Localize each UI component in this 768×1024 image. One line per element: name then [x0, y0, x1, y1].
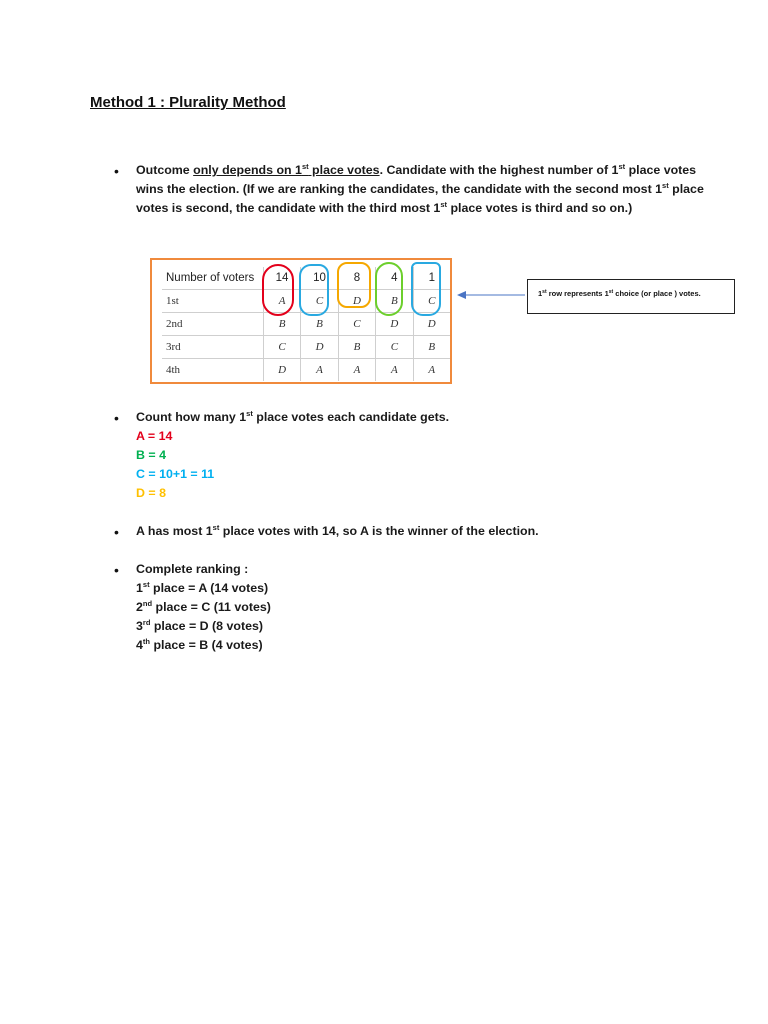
text-run: place votes is third and so on.)	[447, 201, 633, 215]
superscript: st	[142, 580, 150, 589]
text-run: place votes	[308, 163, 380, 177]
ranking-title: Complete ranking :	[136, 562, 249, 576]
table-cell: A	[263, 290, 300, 313]
superscript: st	[301, 162, 309, 171]
table-cell: C	[413, 290, 450, 313]
text-run: choice (or place ) votes.	[613, 289, 701, 298]
text-run: . Candidate with the highest number of 1	[379, 163, 619, 177]
superscript: rd	[142, 618, 151, 627]
text-run: 3	[136, 619, 143, 633]
ranking-item	[136, 617, 706, 636]
superscript: st	[542, 289, 547, 295]
table-header-label: Number of voters	[162, 267, 263, 290]
superscript: st	[618, 162, 626, 171]
table-cell: D	[413, 313, 450, 336]
text-run: place = A (14 votes)	[149, 581, 269, 595]
highlight-ring-d	[337, 262, 371, 308]
table-row	[162, 336, 450, 359]
superscript: st	[440, 200, 447, 209]
ranking-item	[136, 598, 706, 617]
table-row	[162, 359, 450, 382]
table-cell: D	[263, 359, 300, 382]
ranking-item	[136, 636, 706, 655]
table-cell: B	[376, 290, 413, 313]
preference-table-frame	[150, 258, 452, 384]
table-cell: B	[338, 336, 375, 359]
superscript: st	[212, 523, 220, 532]
page-heading: Method 1 : Plurality Method	[90, 94, 286, 111]
bullet-marker: •	[114, 524, 119, 540]
bullet-marker: •	[114, 562, 119, 578]
rank-label: 2nd	[162, 313, 263, 336]
table-cell: C	[376, 336, 413, 359]
table-cell: C	[301, 290, 338, 313]
tally-a: A = 14	[136, 429, 173, 443]
underlined-phrase	[193, 163, 379, 177]
text-run: Outcome	[136, 163, 194, 177]
bullet-ranking	[136, 560, 706, 655]
table-cell: A	[413, 359, 450, 382]
text-run: place votes	[625, 163, 697, 177]
voter-count-cell: 4	[376, 267, 413, 290]
table-cell: C	[263, 336, 300, 359]
tally-b: B = 4	[136, 448, 166, 462]
text-run: votes is second, the candidate with the third most 1	[136, 201, 441, 215]
voter-count-cell: 14	[263, 267, 300, 290]
text-run: 2	[136, 600, 143, 614]
text-run: row represents 1	[546, 289, 609, 298]
text-run: place = C (11 votes)	[152, 600, 271, 614]
superscript: th	[142, 637, 150, 646]
table-cell: D	[376, 313, 413, 336]
text-run: place = B (4 votes)	[150, 638, 263, 652]
text-run: A has most 1	[136, 524, 213, 538]
bullet-outcome-line-2	[136, 180, 706, 199]
text-run: only depends on 1	[193, 163, 302, 177]
highlight-ring-c	[299, 264, 329, 316]
text-run: place = D (8 votes)	[150, 619, 263, 633]
text-run: place	[668, 182, 704, 196]
voter-count-cell: 1	[413, 267, 450, 290]
bullet-count	[136, 408, 706, 503]
table-cell: D	[301, 336, 338, 359]
text-run: Count how many 1	[136, 410, 247, 424]
table-row	[162, 313, 450, 336]
superscript: st	[246, 409, 253, 418]
table-cell: D	[338, 290, 375, 313]
bullet-count-line	[136, 408, 706, 427]
text-run: 1	[136, 581, 143, 595]
arrow-icon	[455, 286, 529, 306]
voter-count-cell: 8	[338, 267, 375, 290]
table-cell: A	[376, 359, 413, 382]
text-run: 4	[136, 638, 143, 652]
bullet-outcome	[136, 161, 706, 218]
voter-count-cell: 10	[301, 267, 338, 290]
highlight-ring-b	[375, 262, 403, 316]
table-cell: C	[338, 313, 375, 336]
superscript: nd	[142, 599, 153, 608]
bullet-winner	[136, 522, 706, 541]
table-cell: A	[338, 359, 375, 382]
bullet-marker: •	[114, 163, 119, 179]
bullet-outcome-line-1	[136, 161, 706, 180]
rank-label: 3rd	[162, 336, 263, 359]
highlight-ring-c-second	[411, 262, 441, 316]
text-run: 1	[538, 289, 543, 298]
table-cell: A	[301, 359, 338, 382]
tally-d: D = 8	[136, 486, 166, 500]
superscript: st	[608, 289, 614, 295]
ranking-item	[136, 579, 706, 598]
highlight-ring-a	[262, 264, 294, 316]
table-cell: B	[263, 313, 300, 336]
text-run: wins the election. (If we are ranking the candidates, the candidate with the second most 1	[136, 182, 663, 196]
text-run: place votes each candidate gets.	[252, 410, 450, 424]
callout-box	[527, 279, 735, 314]
table-cell: B	[301, 313, 338, 336]
bullet-outcome-line-3	[136, 199, 706, 218]
superscript: st	[662, 181, 669, 190]
table-cell: B	[413, 336, 450, 359]
bullet-marker: •	[114, 410, 119, 426]
rank-label: 4th	[166, 364, 181, 376]
text-run: place votes with 14, so A is the winner of the election.	[219, 524, 539, 538]
tally-c: C = 10+1 = 11	[136, 467, 215, 481]
rank-label: 1st	[162, 290, 263, 313]
